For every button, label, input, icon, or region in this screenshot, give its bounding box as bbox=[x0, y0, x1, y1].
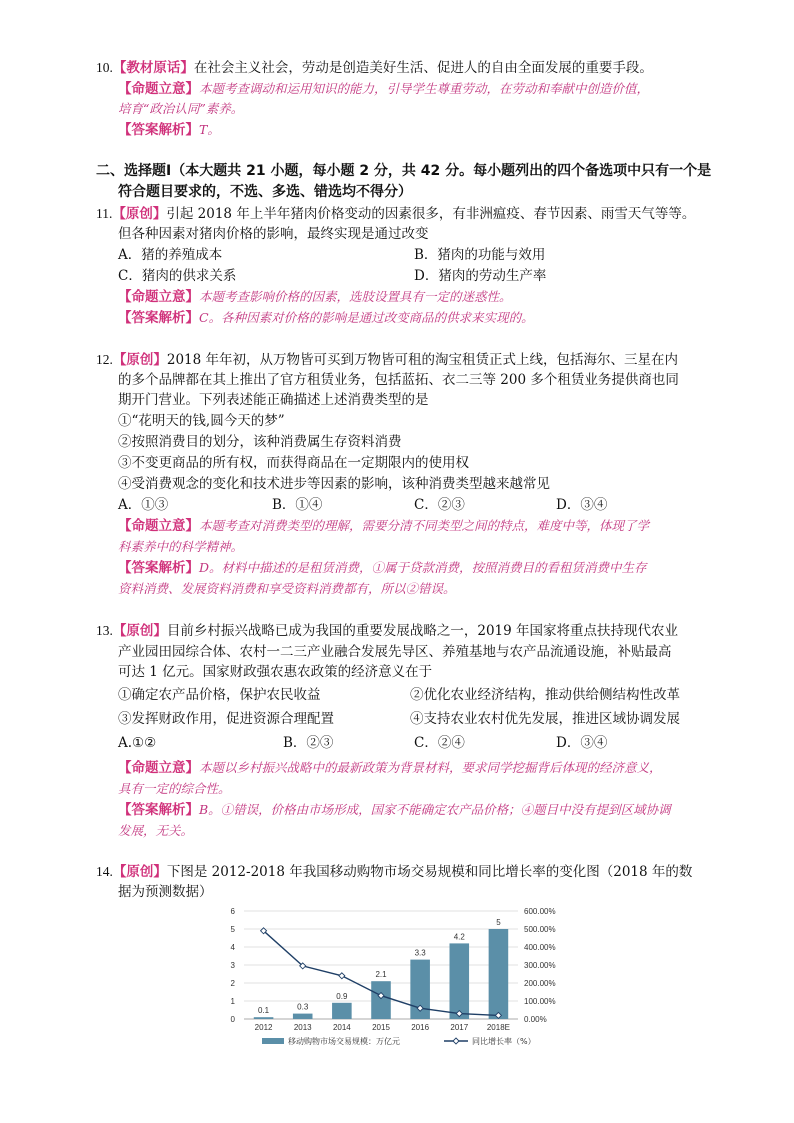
q13-item-1: ①确定农产品价格，保护农民收益 bbox=[118, 687, 321, 703]
q10-intent-cont: 培育“政治认同”素养。 bbox=[118, 101, 244, 116]
q12-option-b[interactable]: B．①④ bbox=[272, 497, 323, 513]
q13-answer: 【答案解析】B。①错误，价格由市场形成，国家不能确定农产品价格；④题目中没有提到区域协调 bbox=[118, 802, 671, 818]
legend-swatch-bar bbox=[262, 1038, 284, 1044]
q12-item-4: ④受消费观念的变化和技术进步等因素的影响，该种消费类型越来越常见 bbox=[118, 476, 550, 492]
q13-stem-cont2: 可达 1 亿元。国家财政强农惠农政策的经济意义在于 bbox=[118, 664, 433, 680]
data-label: 5 bbox=[496, 918, 501, 927]
q13-stem-cont: 产业园田园综合体、农村一二三产业融合发展先导区、养殖基地与农产品流通设施，补贴最高 bbox=[118, 644, 672, 660]
q11-option-c[interactable]: C．猪肉的供求关系 bbox=[118, 268, 237, 284]
q13-answer-cont: 发展，无关。 bbox=[118, 823, 194, 838]
section-heading-cont: 符合题目要求的，不选、多选、错选均不得分） bbox=[118, 184, 412, 200]
q13-item-2: ②优化农业经济结构，推动供给侧结构性改革 bbox=[410, 687, 680, 703]
data-label: 4.2 bbox=[453, 932, 465, 942]
q10-intent: 【命题立意】本题考查调动和运用知识的能力，引导学生尊重劳动，在劳动和奉献中创造价值， bbox=[118, 81, 650, 97]
q12-item-1: ①“花明天的钱,圆今天的梦” bbox=[118, 413, 285, 429]
right-axis-tick-label: 500.00% bbox=[524, 925, 556, 934]
right-axis-tick-label: 100.00% bbox=[524, 997, 556, 1006]
data-label: 3.3 bbox=[414, 948, 426, 958]
x-axis-tick-label: 2015 bbox=[372, 1023, 390, 1032]
bar bbox=[293, 1014, 313, 1019]
right-axis-tick-label: 400.00% bbox=[524, 943, 556, 952]
q12-answer: 【答案解析】D。材料中描述的是租赁消费，①属于贷款消费，按照消费目的看租赁消费中生存 bbox=[118, 560, 647, 576]
q10-stem: 10.【教材原话】在社会主义社会，劳动是创造美好生活、促进人的自由全面发展的重要手段。 bbox=[96, 60, 653, 76]
q11-intent: 【命题立意】本题考查影响价格的因素，选肢设置具有一定的迷惑性。 bbox=[118, 289, 512, 305]
x-axis-tick-label: 2016 bbox=[411, 1023, 430, 1032]
left-axis-tick-label: 4 bbox=[230, 943, 235, 952]
q12-answer-cont: 资料消费、发展资料消费和享受资料消费都有，所以②错误。 bbox=[118, 581, 456, 596]
q13-option-a[interactable]: A.①② bbox=[118, 735, 157, 751]
q13-intent-cont: 具有一定的综合性。 bbox=[118, 781, 231, 796]
right-axis-tick-label: 0.00% bbox=[524, 1015, 547, 1024]
legend-label-line: 同比增长率（%） bbox=[472, 1037, 536, 1046]
data-label: 0.1 bbox=[258, 1006, 270, 1016]
q13-item-3: ③发挥财政作用，促进资源合理配置 bbox=[118, 711, 334, 727]
q14-stem-cont: 据为预测数据） bbox=[118, 884, 213, 900]
chart-svg bbox=[222, 902, 578, 1054]
left-axis-tick-label: 2 bbox=[230, 979, 235, 988]
q13-option-c[interactable]: C．②④ bbox=[414, 735, 465, 751]
bar bbox=[332, 1003, 352, 1019]
q12-stem: 12.【原创】2018 年年初，从万物皆可买到万物皆可租的淘宝租赁正式上线，包括海尔、三星在内 bbox=[96, 352, 679, 368]
left-axis-tick-label: 6 bbox=[230, 907, 235, 916]
q11-stem: 11.【原创】引起 2018 年上半年猪肉价格变动的因素很多，有非洲瘟疫、春节因素、雨雪天气等等。 bbox=[96, 206, 696, 222]
q13-option-b[interactable]: B．②③ bbox=[283, 735, 334, 751]
left-axis-tick-label: 1 bbox=[230, 997, 235, 1006]
q13-intent: 【命题立意】本题以乡村振兴战略中的最新政策为背景材料，要求同学挖掘背后体现的经济意义， bbox=[118, 760, 662, 776]
x-axis-tick-label: 2012 bbox=[254, 1023, 273, 1032]
x-axis-tick-label: 2018E bbox=[486, 1023, 510, 1032]
legend-label-bar: 移动购物市场交易规模：万亿元 bbox=[288, 1037, 400, 1046]
q11-stem-cont: 但各种因素对猪肉价格的影响，最终实现是通过改变 bbox=[118, 226, 429, 242]
left-axis-tick-label: 5 bbox=[230, 925, 235, 934]
q12-item-3: ③不变更商品的所有权，而获得商品在一定期限内的使用权 bbox=[118, 455, 469, 471]
section-heading: 二、选择题Ⅰ（本大题共 21 小题，每小题 2 分，共 42 分。每小题列出的四个备选项中只有一个是 bbox=[96, 163, 712, 179]
left-axis-tick-label: 0 bbox=[230, 1015, 235, 1024]
q11-option-b[interactable]: B．猪肉的功能与效用 bbox=[414, 247, 546, 263]
q11-option-a[interactable]: A．猪的养殖成本 bbox=[118, 247, 223, 263]
q10-tag: 【教材原话】 bbox=[112, 60, 194, 76]
q10-answer: 【答案解析】T。 bbox=[118, 122, 220, 138]
x-axis-tick-label: 2014 bbox=[332, 1023, 351, 1032]
x-axis-tick-label: 2013 bbox=[293, 1023, 312, 1032]
q12-intent-cont: 科素养中的科学精神。 bbox=[118, 539, 244, 554]
q11-option-d[interactable]: D．猪肉的劳动生产率 bbox=[414, 268, 547, 284]
q12-option-d[interactable]: D．③④ bbox=[556, 497, 608, 513]
q14-stem: 14.【原创】下图是 2012-2018 年我国移动购物市场交易规模和同比增长率的变化图（2018 年的数 bbox=[96, 864, 693, 880]
q11-answer: 【答案解析】C。各种因素对价格的影响是通过改变商品的供求来实现的。 bbox=[118, 310, 534, 326]
q12-option-c[interactable]: C．②③ bbox=[414, 497, 465, 513]
bar bbox=[489, 929, 509, 1019]
data-label: 2.1 bbox=[375, 970, 387, 980]
bar bbox=[450, 943, 470, 1019]
q12-stem-cont2: 期开门营业。下列表述能正确描述上述消费类型的是 bbox=[118, 392, 429, 408]
right-axis-tick-label: 200.00% bbox=[524, 979, 556, 988]
left-axis-tick-label: 3 bbox=[230, 961, 235, 970]
right-axis-tick-label: 300.00% bbox=[524, 961, 556, 970]
data-label: 0.9 bbox=[336, 991, 348, 1001]
bar bbox=[254, 1017, 274, 1019]
data-label: 0.3 bbox=[297, 1002, 309, 1012]
q12-intent: 【命题立意】本题考查对消费类型的理解，需要分清不同类型之间的特点，难度中等，体现了学 bbox=[118, 518, 650, 534]
bar bbox=[371, 981, 391, 1019]
x-axis-tick-label: 2017 bbox=[450, 1023, 469, 1032]
q13-stem: 13.【原创】目前乡村振兴战略已成为我国的重要发展战略之一，2019 年国家将重点扶持现代农业 bbox=[96, 623, 679, 639]
q13-item-4: ④支持农业农村优先发展，推进区域协调发展 bbox=[410, 711, 680, 727]
mobile-shopping-chart bbox=[222, 902, 578, 1054]
q12-stem-cont: 的多个品牌都在其上推出了官方租赁业务，包括蓝拓、衣二三等 200 多个租赁业务提供商也同 bbox=[118, 372, 679, 388]
right-axis-tick-label: 600.00% bbox=[524, 907, 556, 916]
q13-option-d[interactable]: D．③④ bbox=[556, 735, 608, 751]
q12-item-2: ②按照消费目的划分，该种消费属生存资料消费 bbox=[118, 434, 402, 450]
q12-option-a[interactable]: A．①③ bbox=[118, 497, 169, 513]
